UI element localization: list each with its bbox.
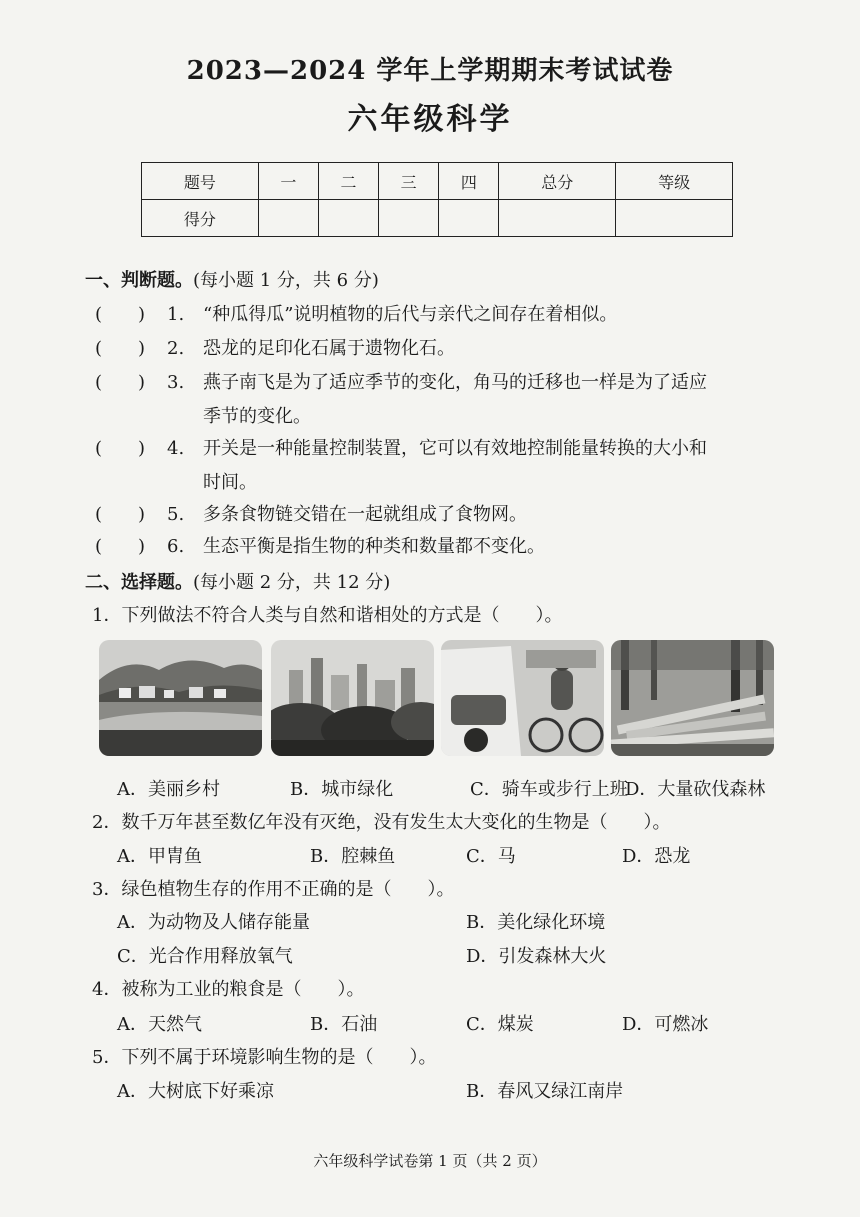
answer-blank[interactable]: ( ) [95, 536, 146, 557]
answer-blank[interactable]: ( ) [95, 338, 146, 359]
option-c[interactable]: C．煤炭 [466, 1014, 534, 1035]
tf-question: ( ) 4. 开关是一种能量控制装置，它可以有效地控制能量转换的大小和 时间。 [95, 432, 815, 500]
score-table-header-row [142, 163, 733, 200]
option-c[interactable]: C．马 [466, 846, 516, 867]
city-greening-photo [271, 640, 434, 756]
page-footer: 六年级科学试卷第 1 页（共 2 页） [313, 1152, 547, 1170]
village-photo [99, 640, 262, 756]
section-multiple-choice-title: 二、选择题。(每小题 2 分，共 12 分) [85, 572, 391, 593]
answer-blank[interactable]: ( ) [95, 304, 146, 325]
cycling-photo [441, 640, 604, 756]
option-b[interactable]: B．春风又绿江南岸 [466, 1081, 624, 1102]
option-d[interactable]: D．大量砍伐森林 [625, 779, 766, 800]
score-blank-cell[interactable] [439, 200, 499, 237]
option-d[interactable]: D．可燃冰 [622, 1014, 709, 1035]
score-blank-cell[interactable] [318, 200, 378, 237]
score-cell: 等级 [616, 163, 733, 200]
question-photos [99, 640, 771, 756]
score-cell: 二 [318, 163, 378, 200]
option-b[interactable]: B．美化绿化环境 [466, 912, 606, 933]
score-cell: 题号 [142, 163, 259, 200]
score-cell: 三 [379, 163, 439, 200]
score-blank-cell[interactable] [258, 200, 318, 237]
mc-question-stem: 2．数千万年甚至数亿年没有灭绝，没有发生太大变化的生物是（ ）。 [92, 812, 671, 833]
mc-question-stem: 4．被称为工业的粮食是（ ）。 [92, 979, 365, 1000]
mc-question-stem: 1．下列做法不符合人类与自然和谐相处的方式是（ ）。 [92, 605, 563, 626]
score-cell: 四 [439, 163, 499, 200]
tf-question: ( ) 3. 燕子南飞是为了适应季节的变化，角马的迁移也一样是为了适应 季节的变化。 [95, 366, 815, 434]
score-table-score-row [142, 200, 733, 237]
option-b[interactable]: B．腔棘鱼 [310, 846, 396, 867]
tf-question: ( ) 2. 恐龙的足印化石属于遗物化石。 [95, 332, 815, 366]
option-c[interactable]: C．骑车或步行上班 [470, 779, 628, 800]
answer-blank[interactable]: ( ) [95, 438, 146, 459]
score-cell: 得分 [142, 200, 259, 237]
option-d[interactable]: D．引发森林大火 [466, 946, 607, 967]
score-blank-cell[interactable] [616, 200, 733, 237]
tf-question: ( ) 6. 生态平衡是指生物的种类和数量都不变化。 [95, 530, 815, 564]
mc-question-stem: 3．绿色植物生存的作用不正确的是（ ）。 [92, 879, 455, 900]
mc-question-stem: 5．下列不属于环境影响生物的是（ ）。 [92, 1047, 437, 1068]
score-blank-cell[interactable] [499, 200, 616, 237]
answer-blank[interactable]: ( ) [95, 504, 146, 525]
score-blank-cell[interactable] [379, 200, 439, 237]
option-a[interactable]: A．大树底下好乘凉 [117, 1081, 274, 1102]
option-a[interactable]: A．天然气 [117, 1014, 202, 1035]
score-cell: 一 [258, 163, 318, 200]
option-a[interactable]: A．甲胄鱼 [117, 846, 202, 867]
tf-question: ( ) 1. “种瓜得瓜”说明植物的后代与亲代之间存在着相似。 [95, 298, 815, 332]
answer-blank[interactable]: ( ) [95, 372, 146, 393]
option-b[interactable]: B．城市绿化 [290, 779, 394, 800]
tf-question: ( ) 5. 多条食物链交错在一起就组成了食物网。 [95, 498, 815, 532]
section-true-false-title: 一、判断题。(每小题 1 分，共 6 分) [85, 270, 379, 291]
exam-subject: 六年级科学 [347, 102, 513, 137]
score-cell: 总分 [499, 163, 616, 200]
deforestation-photo [611, 640, 774, 756]
option-d[interactable]: D．恐龙 [622, 846, 691, 867]
option-b[interactable]: B．石油 [310, 1014, 378, 1035]
option-a[interactable]: A．为动物及人储存能量 [117, 912, 310, 933]
option-c[interactable]: C．光合作用释放氧气 [117, 946, 293, 967]
exam-title: 2023—2024 学年上学期期末考试试卷 [186, 56, 674, 86]
option-a[interactable]: A．美丽乡村 [117, 779, 220, 800]
score-table [141, 162, 733, 237]
